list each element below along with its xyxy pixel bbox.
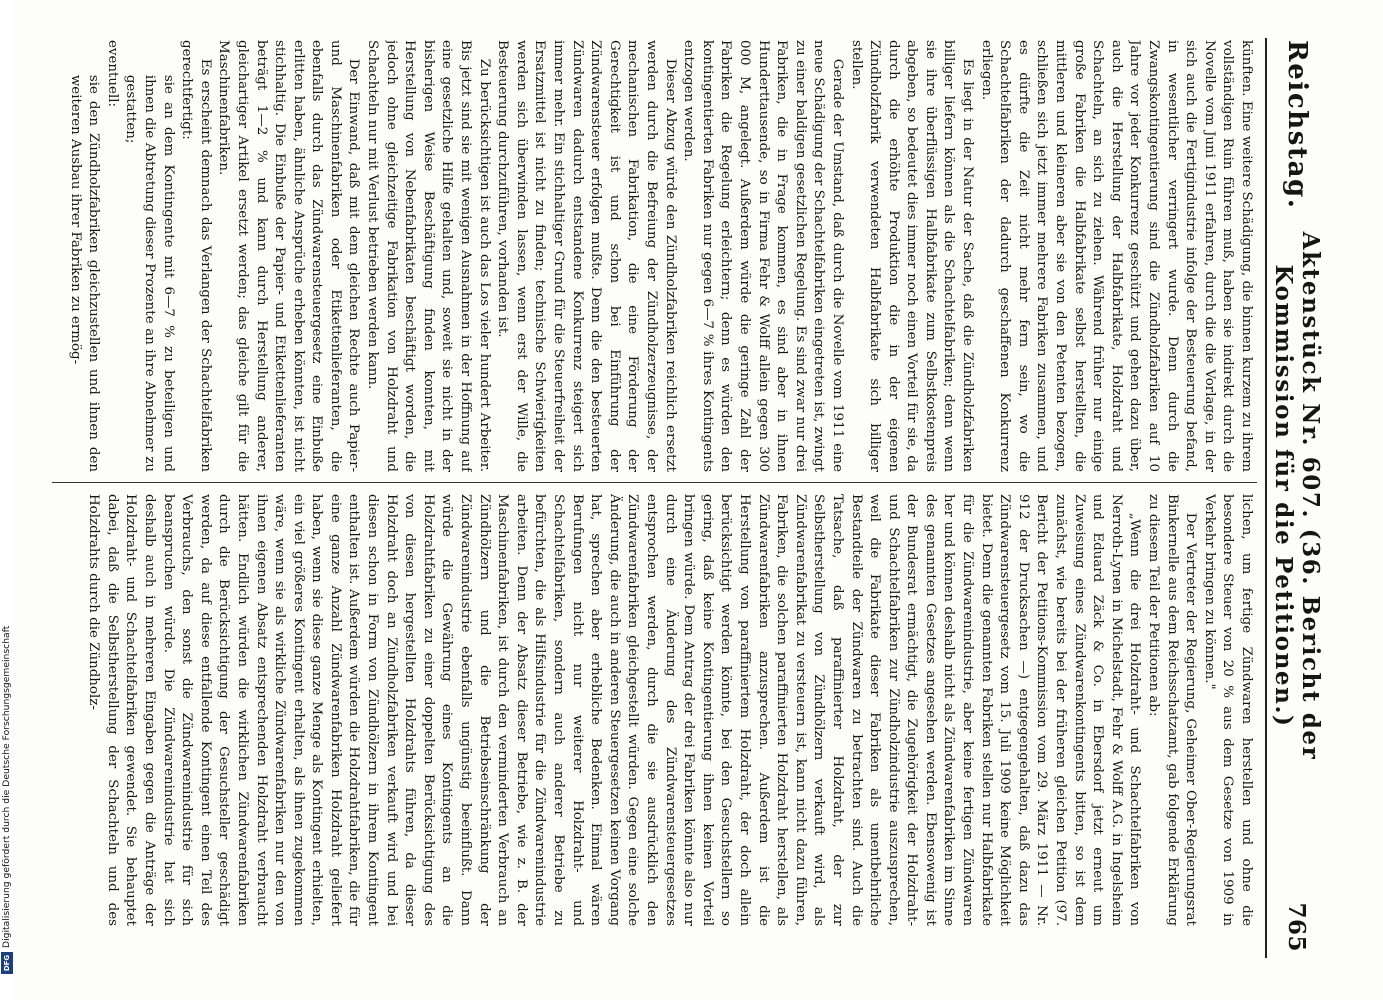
- list-item: sie an dem Kontingente mit 6—7 % zu beteiligen und ihnen die Abtretung dieser Prozente an ihre Abnehmer zu gestatten;: [123, 74, 176, 472]
- paragraph: Dieser Abzug würde den Zündholzfabriken reichlich ersetzt werden durch die Befreiung der Zündholzerzeugnisse, der mechanischen Fabrikation, die eine Förderung der Gerechtigkeit ist und schon bei Einführung der Zündwarensteuer erfolgen mußte. Denn die den besteuerten Zündwaren dadurch entstandene Konkurrenz steigert sich immer mehr. Ein stichhaltiger Grund für die Steuerfreiheit der Ersatzmittel ist nicht zu finden; technische Schwierigkeiten werden sich überwinden lassen, wenn erst der Wille, die Besteuerung durchzuführen, vorhanden ist.: [495, 40, 678, 472]
- paragraph: Der Einwand, daß mit dem gleichen Rechte auch Papier- und Maschinenfabriken oder Etikettenlieferanten, die ebenfalls durch das Zündwarensteuergesetz eine Einbuße erlitten haben, ähnliche Ansprüche erheben könnten, ist nicht stichhaltig. Die Einbuße der Papier- und Etikettenlieferanten beträgt 1—2 % und kann durch Herstellung anderer, gleichartiger Artikel ersetzt werden; das gleiche gilt für die Maschinenfabriken.: [216, 40, 362, 472]
- page-title: Aktenstück Nr. 607. (36. Bericht der Kommission für die Petitionen.): [1270, 231, 1324, 761]
- paragraph: Es liegt in der Natur der Sache, daß die Zündholzfabriken billiger liefern können als die Schachtelfabriken; denn wenn sie ihre überflüssigen Halbfabrikate zum Selbstkostenpreis abgeben, so bedeutet dies immer noch einen Vorteil für sie, da durch die erhöhte Produktion die in der eigenen Zündholzfabrik verwendeten Halbfabrikate sich billiger stellen.: [848, 40, 976, 472]
- paragraph: künften. Eine weitere Schädigung, die binnen kurzem zu ihrem vollständigen Ruin führen muß, haben sie indirekt durch die Novelle vom Juni 1911 erfahren, durch die die Vorlage, in der sich auch die Fertigindustrie infolge der Besteuerung befand, in wesentlicher verringert wurde. Denn durch die Zwangskontingentierung sind die Zündholzfabriken auf 10 Jahre vor jeder Konkurrenz geschützt und gehen dazu über, auch die Herstellung der Halbfabrikate, Holzdraht und Schachteln, an sich zu ziehen. Während früher nur einige große Fabriken die Halbfabrikate selbst herstellten, die mittleren und kleineren aber sie von den Petenten bezogen, schließen sich jetzt immer mehrere Fabriken zusammen, und es dürfte die Zeit nicht mehr fern sein, wo die Schachtelfabriken der dadurch geschaffenen Konkurrenz erliegen.: [978, 40, 1254, 472]
- paragraph: Es erscheint demnach das Verlangen der Schachtelfabriken gerechtfertigt:: [179, 40, 213, 472]
- paragraph: Gerade der Umstand, daß durch die Novelle vom 1911 eine neue Schädigung der Schachtelfabriken eingetreten ist, zwingt zu einer baldigen gesetzlichen Regelung. Es sind zwar nur drei Fabriken, die in Frage kommen, es sind aber in ihnen Hunderttausende, so in Firma Fehr & Wolff allein gegen 300 000 M, angelegt. Außerdem würde die geringe Zahl der Fabriken die Regelung erleichtern; denn es würden den kontingentierten Fabriken nur gegen 6—7 % ihres Kontingents entzogen werden.: [681, 40, 845, 472]
- credit-text: Digitalisierung gefördert durch die Deutsche Forschungsgemeinschaft: [1, 625, 12, 948]
- paragraph: lichen, um fertige Zündwaren herstellen und ohne die besondere Steuer von 20 % aus dem Gesetze von 1909 in Verkehr bringen zu können.": [1201, 494, 1254, 926]
- paragraph: Der Vertreter der Regierung, Geheimer Ober-Regierungsrat Binkernelle aus dem Reichsschatzamt, gab folgende Erklärung zu diesem Teil der Petitionen ab:: [1146, 494, 1199, 926]
- list-item: sie den Zündholzfabriken gleichzustellen und ihnen den weiteren Ausbau ihrer Fabriken zu ermög-: [67, 74, 102, 472]
- digitization-credit: [0, 0, 12, 1000]
- left-text-column: [55, 40, 1255, 472]
- dfg-logo-icon: DFG: [1, 952, 13, 974]
- list-item: eventuell:: [104, 40, 120, 108]
- right-text-column: [55, 494, 1255, 926]
- header-rule: [1265, 38, 1267, 958]
- paragraph: „Wenn die drei Holzdraht- und Schachtelfabriken von Nerroth-Lynen in Michelstadt, Fehr & Wolff A.G. in Ingelsheim und Eduard Zäck & Co. in Ebersdorf jetzt erneut um Zuweisung eines Zündwarenkontingents bitten, so ist dem zunächst, wie bereits bei der früheren gleichen Petition (97. Bericht der Petitions-Kommission vom 29. März 1911 — Nr. 912 der Drucksachen —) entgegengehalten, daß dazu das Zündwarensteuergesetz vom 15. Juli 1909 keine Möglichkeit bietet. Denn die genannten Fabriken stellen nur Halbfabrikate für die Zündwarenindustrie, aber keine fertigen Zündwaren her und können deshalb nicht als Zündwarenfabriken im Sinne des genannten Gesetzes angesehen werden. Ebensowenig ist der Bundesrat ermächtigt, die Zugehörigkeit der Holzdraht- und Schachtelfabriken zur Zündholzindustrie auszusprechen, weil die Fabrikate dieser Fabriken als unentbehrliche Bestandteile der Zündwaren zu betrachten sind. Auch die Tatsache, daß paraffinierter Holzdraht, der zur Selbstherstellung von Zündhölzern verkauft wird, als Zündwarenfabrikat zu versteuern ist, kann nicht dazu führen, Fabriken, die solchen paraffinierten Holzdraht herstellen, als Zündwarenfabriken anzusprechen. Außerdem ist die Herstellung von paraffiniertem Holzdraht, der doch allein berücksichtigt werden könnte, bei den Gesuchstellern so gering, daß keine Kontingentierung ihnen keinen Vorteil bringen würde. Dem Antrag der drei Fabriken könnte also nur durch eine Änderung des Zündwarensteuergesetzes entsprochen werden, durch die sie ausdrücklich den Zündwarenfabriken gleichgestellt würden. Gegen eine solche Änderung, die auch in anderen Steuergesetzen keinen Vorgang hat, sprechen aber erhebliche Bedenken. Einmal wären Berufungen nicht nur weiterer Holzdraht- und Schachtelfabriken, sondern auch anderer Betriebe zu befürchten, die als Hilfsindustrie für die Zündwarenindustrie arbeiten. Denn der Absatz dieser Betriebe, wie z. B. der Maschinenfabriken, ist durch den verminderten Verbrauch an Zündhölzern und die Betriebseinschränkung der Zündwarenindustrie ebenfalls ungünstig beeinflußt. Dann würde die Gewährung eines Kontingents an die Holzdrahtfabriken zu einer doppelten Berücksichtigung des von diesen hergestellten Holzdrahts führen, da dieser Holzdraht doch an Zündholzfabriken verkauft wird und bei diesen schon in Form von Zündhölzern in ihrem Kontingent enthalten ist. Außerdem würden die Holzdrahtfabriken, die für eine ganze Anzahl Zündwarenfabriken Holzdraht geliefert haben, wenn sie diese ganze Menge als Kontingent erhielten, ein viel größeres Kontingent erhalten, als ihnen zugekommen wäre, wenn sie als wirkliche Zündwarenfabriken nur den von ihnen eigenen Absatz entsprechenden Holzdraht verbraucht hätten. Endlich würden die wirklichen Zündwarenfabriken durch die Berücksichtigung der Gesuchsteller geschädigt werden, da auf diese entfallende Kontingent einen Teil des Verbrauchs, den sonst die Zündwarenindustrie für sich beanspruchen würde. Die Zündwarenindustrie hat sich deshalb auch in mehreren Eingaben gegen die Anträge der Holzdraht- und Schachtelfabriken gewendet. Sie behauptet dabei, daß die Selbstherstellung der Schachteln und des Holzdrahts durch die Zündholz-: [86, 494, 1143, 926]
- page-header: [1267, 40, 1327, 952]
- paragraph: Zu berücksichtigen ist auch das Los vieler hundert Arbeiter. Bis jetzt sind sie mit wenigen Ausnahmen in der Hoffnung auf eine gesetzliche Hilfe gehalten und, soweit sie nicht in der bisherigen Weise Beschäftigung finden konnten, mit Herstellung von Nebenfabrikaten beschäftigt worden, die jedoch ohne gleichzeitige Fabrikation von Holzdraht und Schachteln nur mit Verlust betrieben werden kann.: [365, 40, 492, 472]
- column-divider: [52, 482, 1257, 483]
- header-left-title: Reichstag.: [1282, 40, 1312, 210]
- page-number: 765: [1283, 902, 1311, 952]
